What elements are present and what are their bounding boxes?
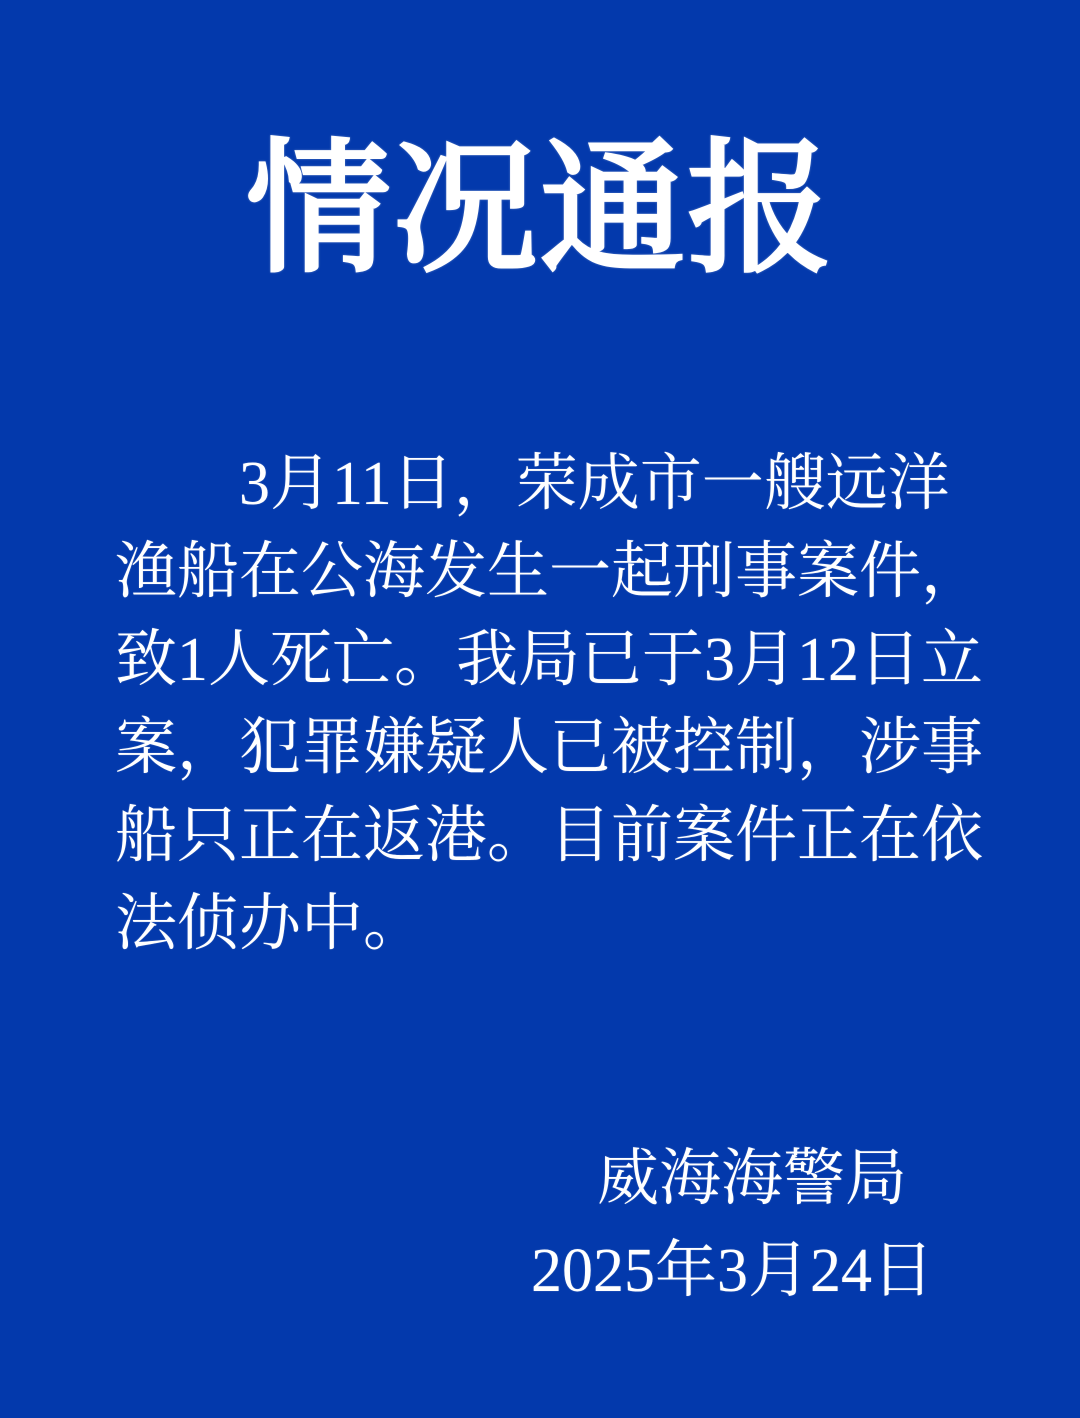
notice-body-line: 3月11日，荣成市一艘远洋 (239, 450, 950, 518)
notice-title: 情况通报 (246, 131, 834, 291)
notice-body-line: 致1人死亡。我局已于3月12日立 (115, 626, 984, 694)
notice-body-line: 渔船在公海发生一起刑事案件， (115, 538, 984, 606)
notice-date: 2025年3月24日 (530, 1237, 934, 1305)
notice-body-line: 案，犯罪嫌疑人已被控制，涉事 (115, 714, 984, 782)
notice-body (115, 440, 984, 968)
notice-body-line: 法侦办中。 (115, 890, 426, 958)
notice-signature: 威海海警局 (596, 1145, 907, 1213)
notice-body-line: 船只正在返港。目前案件正在依 (115, 802, 984, 870)
